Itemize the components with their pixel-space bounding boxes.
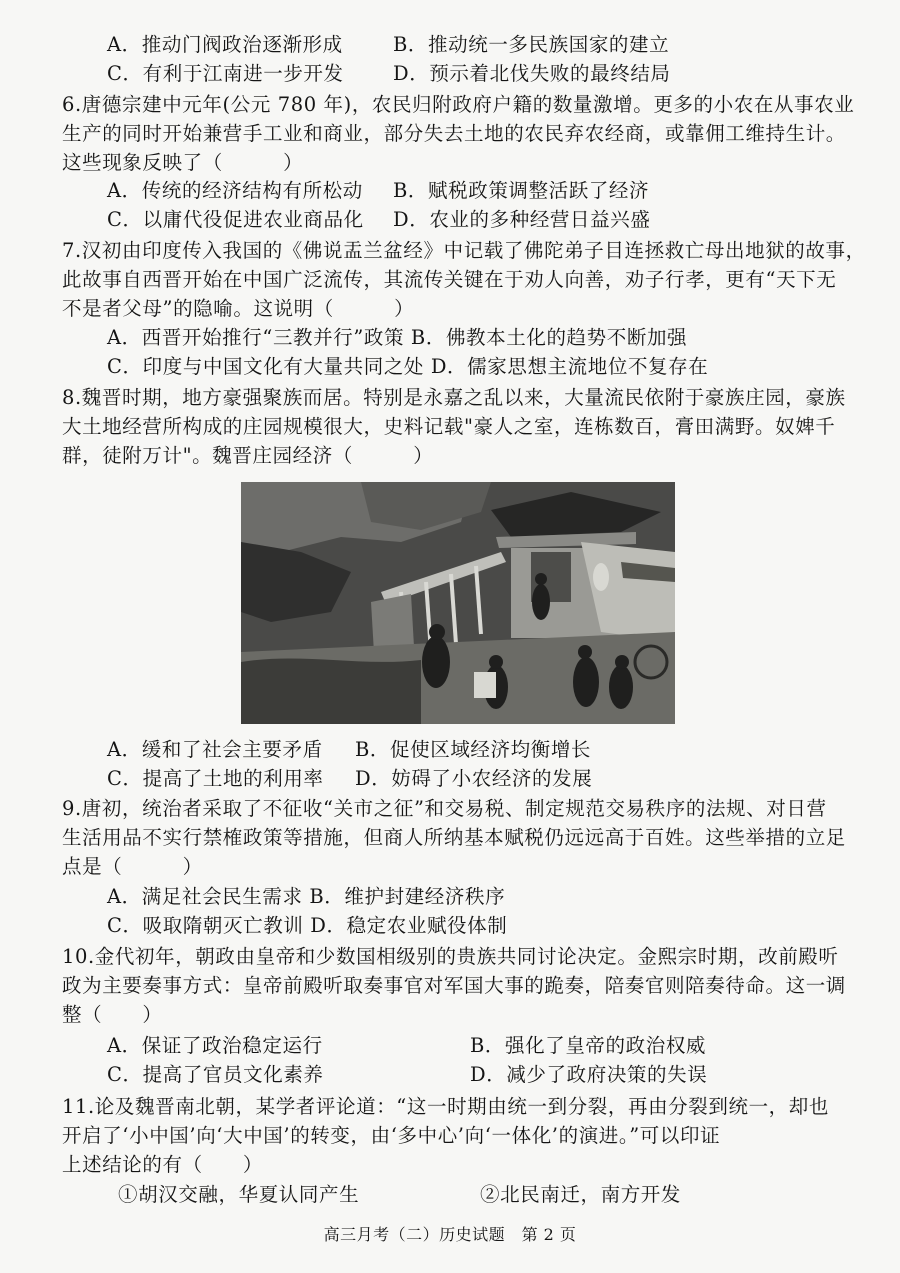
q11-item-1: ①胡汉交融，华夏认同产生 xyxy=(118,1183,360,1206)
q8-stem-line: 大土地经营所构成的庄园规模很大，史料记载"豪人之室，连栋数百，膏田满野。奴婢千 xyxy=(62,415,836,438)
q11-stem-line: 11.论及魏晋南北朝，某学者评论道：“这一时期由统一到分裂，再由分裂到统一，却也 xyxy=(62,1095,829,1118)
q6-stem-line: 这些现象反映了（ ） xyxy=(62,151,304,174)
q7-stem-line: 此故事自西晋开始在中国广泛流传，其流传关键在于劝人向善，劝子行孝，更有“天下无 xyxy=(62,268,837,291)
q6-option-d: D．农业的多种经营日益兴盛 xyxy=(393,208,651,231)
q8-option-d: D．妨碍了小农经济的发展 xyxy=(355,767,593,790)
q6-stem-line: 6.唐德宗建中元年(公元 780 年)，农民归附政府户籍的数量激增。更多的小农在从事农业 xyxy=(62,93,855,116)
q8-option-a: A．缓和了社会主要矛盾 xyxy=(107,738,323,761)
q10-stem-line: 政为主要奏事方式：皇帝前殿听取奏事官对军国大事的跪奏，陪奏官则陪奏待命。这一调 xyxy=(62,974,846,997)
q10-option-d: D．减少了政府决策的失误 xyxy=(470,1063,708,1086)
q11-item-2: ②北民南迁，南方开发 xyxy=(480,1183,682,1206)
q10-stem-line: 10.金代初年，朝政由皇帝和少数国相级别的贵族共同讨论决定。金熙宗时期，改前殿听 xyxy=(62,945,839,968)
q9-option-a-b: A．满足社会民生需求 B．维护封建经济秩序 xyxy=(107,885,506,908)
q11-stem-line: 开启了‘小中国’向‘大中国’的转变，由‘多中心’向‘一体化’的演进。”可以印证 xyxy=(62,1124,721,1147)
q10-option-a: A．保证了政治稳定运行 xyxy=(107,1034,323,1057)
q8-option-b: B．促使区域经济均衡增长 xyxy=(355,738,592,761)
q5-option-b: B．推动统一多民族国家的建立 xyxy=(393,33,670,56)
q6-option-a: A．传统的经济结构有所松动 xyxy=(107,179,363,202)
q5-option-a: A．推动门阀政治逐渐形成 xyxy=(107,33,343,56)
q8-stem-line: 群，徒附万计"。魏晋庄园经济（ ） xyxy=(62,444,434,467)
q9-option-c-d: C．吸取隋朝灭亡教训 D．稳定农业赋役体制 xyxy=(107,914,508,937)
q9-stem-line: 9.唐初，统治者采取了不征收“关市之征”和交易税、制定规范交易秩序的法规、对日营 xyxy=(62,797,827,820)
q8-stem-line: 8.魏晋时期，地方豪强聚族而居。特别是永嘉之乱以来，大量流民依附于豪族庄园，豪族 xyxy=(62,386,846,409)
q6-option-b: B．赋税政策调整活跃了经济 xyxy=(393,179,650,202)
q6-stem-line: 生产的同时开始兼营手工业和商业，部分失去土地的农民弃农经商，或靠佣工维持生计。 xyxy=(62,122,846,145)
q6-option-c: C．以庸代役促进农业商品化 xyxy=(107,208,364,231)
page-footer: 高三月考（二）历史试题 第 2 页 xyxy=(323,1225,577,1244)
q10-option-b: B．强化了皇帝的政治权威 xyxy=(470,1034,707,1057)
q10-stem-line: 整（ ） xyxy=(62,1003,163,1026)
q9-stem-line: 生活用品不实行禁榷政策等措施，但商人所纳基本赋税仍远远高于百姓。这些举措的立足 xyxy=(62,826,846,849)
q7-option-a-b: A．西晋开始推行“三教并行”政策 B．佛教本土化的趋势不断加强 xyxy=(107,326,688,349)
q8-option-c: C．提高了土地的利用率 xyxy=(107,767,324,790)
q7-option-c-d: C．印度与中国文化有大量共同之处 D．儒家思想主流地位不复存在 xyxy=(107,355,709,378)
manor-painting-image xyxy=(241,482,675,724)
q9-stem-line: 点是（ ） xyxy=(62,855,203,878)
q7-stem-line: 不是者父母”的隐喻。这说明（ ） xyxy=(62,297,415,320)
q10-option-c: C．提高了官员文化素养 xyxy=(107,1063,324,1086)
q5-option-c: C．有利于江南进一步开发 xyxy=(107,62,344,85)
q7-stem-line: 7.汉初由印度传入我国的《佛说盂兰盆经》中记载了佛陀弟子目连拯救亡母出地狱的故事， xyxy=(62,239,866,262)
q11-stem-line: 上述结论的有（ ） xyxy=(62,1153,264,1176)
q5-option-d: D．预示着北伐失败的最终结局 xyxy=(393,62,671,85)
